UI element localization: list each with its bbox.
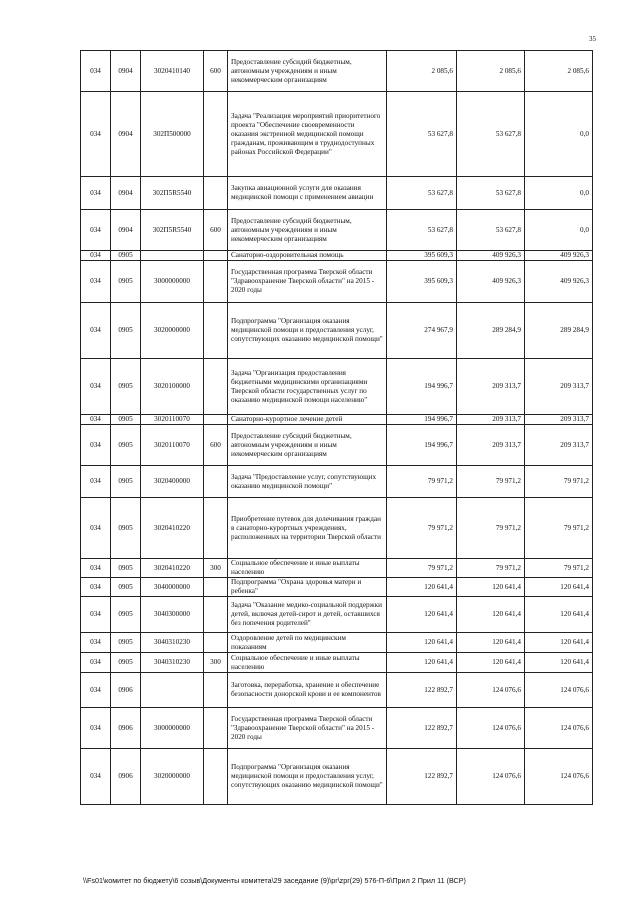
- page-number: 35: [589, 35, 596, 43]
- expense-type-cell: [204, 261, 228, 303]
- description-cell: Задача "Реализация мероприятий приоритетного проекта "Обеспечение своевременности оказания экстренной медицинской помощи гражданам, проживающим в труднодоступных районах Российской Федерации": [228, 92, 387, 177]
- amount-2019-cell: 79 971,2: [457, 466, 525, 498]
- description-cell: Приобретение путевок для долечивания граждан в санаторно-курортных учреждениях, расположенных на территории Тверской области: [228, 498, 387, 559]
- amount-2020-cell: 409 926,3: [525, 251, 593, 261]
- description-cell: Санаторно-курортное лечение детей: [228, 415, 387, 425]
- amount-2019-cell: 209 313,7: [457, 359, 525, 415]
- amount-2019-cell: 2 085,6: [457, 51, 525, 92]
- amount-2019-cell: 409 926,3: [457, 251, 525, 261]
- amount-2018-cell: 194 996,7: [387, 425, 457, 466]
- amount-2020-cell: 2 085,6: [525, 51, 593, 92]
- table-row: [81, 177, 593, 210]
- ved-code-cell: 034: [81, 498, 111, 559]
- amount-2018-cell: 122 892,7: [387, 708, 457, 749]
- amount-2018-cell: 79 971,2: [387, 498, 457, 559]
- amount-2020-cell: 289 284,9: [525, 303, 593, 359]
- table-row: [81, 498, 593, 559]
- expense-type-cell: 300: [204, 653, 228, 673]
- file-path-footer: \\Fs01\комитет по бюджету\6 созыв\Документы комитета\29 заседание (9)\pr\zpr(29) 576-П-6\Прил 2 Прил 11 (ВСР): [83, 876, 466, 885]
- expense-type-cell: 300: [204, 559, 228, 578]
- section-code-cell: 0905: [111, 415, 141, 425]
- expense-type-cell: [204, 597, 228, 633]
- ved-code-cell: 034: [81, 251, 111, 261]
- table-row: [81, 92, 593, 177]
- amount-2018-cell: 79 971,2: [387, 466, 457, 498]
- amount-2020-cell: 0,0: [525, 210, 593, 251]
- expense-type-cell: [204, 498, 228, 559]
- ved-code-cell: 034: [81, 425, 111, 466]
- amount-2020-cell: 124 076,6: [525, 673, 593, 708]
- amount-2020-cell: 79 971,2: [525, 498, 593, 559]
- expense-type-cell: [204, 251, 228, 261]
- amount-2020-cell: 409 926,3: [525, 261, 593, 303]
- expense-type-cell: [204, 673, 228, 708]
- section-code-cell: 0905: [111, 597, 141, 633]
- amount-2020-cell: 124 076,6: [525, 749, 593, 805]
- amount-2018-cell: 122 892,7: [387, 749, 457, 805]
- description-cell: Государственная программа Тверской области "Здравоохранение Тверской области" на 2015 - 2020 годы: [228, 708, 387, 749]
- amount-2019-cell: 120 641,4: [457, 578, 525, 597]
- amount-2020-cell: 120 641,4: [525, 653, 593, 673]
- target-article-cell: 3040300000: [141, 597, 204, 633]
- description-cell: Заготовка, переработка, хранение и обеспечение безопасности донорской крови и ее компонентов: [228, 673, 387, 708]
- amount-2019-cell: 53 627,8: [457, 210, 525, 251]
- ved-code-cell: 034: [81, 303, 111, 359]
- target-article-cell: 3040000000: [141, 578, 204, 597]
- amount-2019-cell: 124 076,6: [457, 673, 525, 708]
- amount-2019-cell: 209 313,7: [457, 425, 525, 466]
- amount-2018-cell: 395 609,3: [387, 261, 457, 303]
- description-cell: Социальное обеспечение и иные выплаты населению: [228, 653, 387, 673]
- amount-2019-cell: 120 641,4: [457, 597, 525, 633]
- table-row: [81, 210, 593, 251]
- description-cell: Подпрограмма "Организация оказания медицинской помощи и предоставления услуг, сопутствующих оказанию медицинской помощи": [228, 749, 387, 805]
- table-row: [81, 466, 593, 498]
- amount-2019-cell: 120 641,4: [457, 633, 525, 653]
- section-code-cell: 0904: [111, 210, 141, 251]
- table-row: [81, 749, 593, 805]
- target-article-cell: 3000000000: [141, 261, 204, 303]
- description-cell: Социальное обеспечение и иные выплаты населению: [228, 559, 387, 578]
- amount-2020-cell: 120 641,4: [525, 597, 593, 633]
- amount-2020-cell: 0,0: [525, 177, 593, 210]
- table-row: [81, 633, 593, 653]
- table-row: [81, 559, 593, 578]
- table-row: [81, 425, 593, 466]
- description-cell: Предоставление субсидий бюджетным, автономным учреждениям и иным некоммерческим организациям: [228, 425, 387, 466]
- description-cell: Закупка авиационной услуги для оказания медицинской помощи с применением авиации: [228, 177, 387, 210]
- ved-code-cell: 034: [81, 466, 111, 498]
- target-article-cell: 3020100000: [141, 359, 204, 415]
- description-cell: Оздоровление детей по медицинским показаниям: [228, 633, 387, 653]
- expense-type-cell: 600: [204, 425, 228, 466]
- ved-code-cell: 034: [81, 559, 111, 578]
- expense-type-cell: [204, 177, 228, 210]
- amount-2018-cell: 120 641,4: [387, 653, 457, 673]
- description-cell: Подпрограмма "Охрана здоровья матери и ребенка": [228, 578, 387, 597]
- amount-2019-cell: 124 076,6: [457, 749, 525, 805]
- section-code-cell: 0905: [111, 633, 141, 653]
- table-row: [81, 51, 593, 92]
- target-article-cell: [141, 673, 204, 708]
- amount-2018-cell: 194 996,7: [387, 415, 457, 425]
- table-row: [81, 415, 593, 425]
- amount-2018-cell: 53 627,8: [387, 210, 457, 251]
- table-row: [81, 653, 593, 673]
- amount-2018-cell: 194 996,7: [387, 359, 457, 415]
- target-article-cell: [141, 251, 204, 261]
- amount-2019-cell: 120 641,4: [457, 653, 525, 673]
- amount-2019-cell: 409 926,3: [457, 261, 525, 303]
- ved-code-cell: 034: [81, 210, 111, 251]
- expense-type-cell: [204, 578, 228, 597]
- description-cell: Задача "Организация предоставления бюджетными медицинскими организациями Тверской области государственных услуг по оказанию медицинской помощи населению": [228, 359, 387, 415]
- expense-type-cell: [204, 415, 228, 425]
- amount-2019-cell: 53 627,8: [457, 92, 525, 177]
- amount-2018-cell: 274 967,9: [387, 303, 457, 359]
- ved-code-cell: 034: [81, 92, 111, 177]
- amount-2020-cell: 79 971,2: [525, 559, 593, 578]
- description-cell: Санаторно-оздоровительная помощь: [228, 251, 387, 261]
- amount-2018-cell: 120 641,4: [387, 597, 457, 633]
- ved-code-cell: 034: [81, 51, 111, 92]
- target-article-cell: 3020410220: [141, 498, 204, 559]
- amount-2018-cell: 120 641,4: [387, 633, 457, 653]
- expense-type-cell: [204, 359, 228, 415]
- amount-2019-cell: 289 284,9: [457, 303, 525, 359]
- amount-2020-cell: 0,0: [525, 92, 593, 177]
- section-code-cell: 0905: [111, 261, 141, 303]
- amount-2019-cell: 79 971,2: [457, 559, 525, 578]
- target-article-cell: 3020000000: [141, 303, 204, 359]
- section-code-cell: 0905: [111, 466, 141, 498]
- amount-2019-cell: 124 076,6: [457, 708, 525, 749]
- description-cell: Задача "Оказание медико-социальной поддержки детей, включая детей-сирот и детей, оставшихся без попечения родителей": [228, 597, 387, 633]
- ved-code-cell: 034: [81, 597, 111, 633]
- ved-code-cell: 034: [81, 749, 111, 805]
- section-code-cell: 0904: [111, 51, 141, 92]
- budget-table: [80, 50, 593, 805]
- section-code-cell: 0904: [111, 92, 141, 177]
- ved-code-cell: 034: [81, 673, 111, 708]
- ved-code-cell: 034: [81, 415, 111, 425]
- ved-code-cell: 034: [81, 633, 111, 653]
- description-cell: Подпрограмма "Организация оказания медицинской помощи и предоставления услуг, сопутствующих оказанию медицинской помощи": [228, 303, 387, 359]
- target-article-cell: 302П500000: [141, 92, 204, 177]
- amount-2018-cell: 2 085,6: [387, 51, 457, 92]
- section-code-cell: 0905: [111, 559, 141, 578]
- ved-code-cell: 034: [81, 578, 111, 597]
- amount-2018-cell: 79 971,2: [387, 559, 457, 578]
- amount-2019-cell: 209 313,7: [457, 415, 525, 425]
- description-cell: Государственная программа Тверской области "Здравоохранение Тверской области" на 2015 - 2020 годы: [228, 261, 387, 303]
- amount-2018-cell: 53 627,8: [387, 92, 457, 177]
- ved-code-cell: 034: [81, 177, 111, 210]
- section-code-cell: 0906: [111, 673, 141, 708]
- amount-2020-cell: 124 076,6: [525, 708, 593, 749]
- section-code-cell: 0905: [111, 251, 141, 261]
- section-code-cell: 0905: [111, 359, 141, 415]
- amount-2020-cell: 79 971,2: [525, 466, 593, 498]
- target-article-cell: 3020000000: [141, 749, 204, 805]
- expense-type-cell: [204, 303, 228, 359]
- expense-type-cell: 600: [204, 51, 228, 92]
- amount-2018-cell: 122 892,7: [387, 673, 457, 708]
- table-row: [81, 261, 593, 303]
- amount-2019-cell: 53 627,8: [457, 177, 525, 210]
- section-code-cell: 0904: [111, 177, 141, 210]
- expense-type-cell: [204, 92, 228, 177]
- section-code-cell: 0905: [111, 498, 141, 559]
- ved-code-cell: 034: [81, 359, 111, 415]
- target-article-cell: 3020410220: [141, 559, 204, 578]
- amount-2018-cell: 53 627,8: [387, 177, 457, 210]
- amount-2018-cell: 395 609,3: [387, 251, 457, 261]
- table-row: [81, 673, 593, 708]
- target-article-cell: 3020400000: [141, 466, 204, 498]
- target-article-cell: 3020410140: [141, 51, 204, 92]
- description-cell: Предоставление субсидий бюджетным, автономным учреждениям и иным некоммерческим организациям: [228, 51, 387, 92]
- target-article-cell: 3020110070: [141, 425, 204, 466]
- ved-code-cell: 034: [81, 708, 111, 749]
- target-article-cell: 3040310230: [141, 633, 204, 653]
- description-cell: Задача "Предоставление услуг, сопутствующих оказанию медицинской помощи": [228, 466, 387, 498]
- section-code-cell: 0905: [111, 425, 141, 466]
- table-row: [81, 708, 593, 749]
- table-row: [81, 251, 593, 261]
- amount-2018-cell: 120 641,4: [387, 578, 457, 597]
- expense-type-cell: [204, 708, 228, 749]
- section-code-cell: 0905: [111, 578, 141, 597]
- section-code-cell: 0905: [111, 653, 141, 673]
- description-cell: Предоставление субсидий бюджетным, автономным учреждениям и иным некоммерческим организациям: [228, 210, 387, 251]
- ved-code-cell: 034: [81, 261, 111, 303]
- target-article-cell: 302П5R5540: [141, 177, 204, 210]
- amount-2020-cell: 120 641,4: [525, 578, 593, 597]
- table-row: [81, 359, 593, 415]
- expense-type-cell: [204, 749, 228, 805]
- expense-type-cell: [204, 466, 228, 498]
- table-row: [81, 597, 593, 633]
- table-row: [81, 303, 593, 359]
- amount-2020-cell: 209 313,7: [525, 359, 593, 415]
- expense-type-cell: 600: [204, 210, 228, 251]
- ved-code-cell: 034: [81, 653, 111, 673]
- amount-2020-cell: 209 313,7: [525, 425, 593, 466]
- section-code-cell: 0905: [111, 303, 141, 359]
- amount-2020-cell: 209 313,7: [525, 415, 593, 425]
- table-row: [81, 578, 593, 597]
- target-article-cell: 3000000000: [141, 708, 204, 749]
- amount-2019-cell: 79 971,2: [457, 498, 525, 559]
- section-code-cell: 0906: [111, 708, 141, 749]
- amount-2020-cell: 120 641,4: [525, 633, 593, 653]
- section-code-cell: 0906: [111, 749, 141, 805]
- expense-type-cell: [204, 633, 228, 653]
- target-article-cell: 3040310230: [141, 653, 204, 673]
- target-article-cell: 302П5R5540: [141, 210, 204, 251]
- target-article-cell: 3020110070: [141, 415, 204, 425]
